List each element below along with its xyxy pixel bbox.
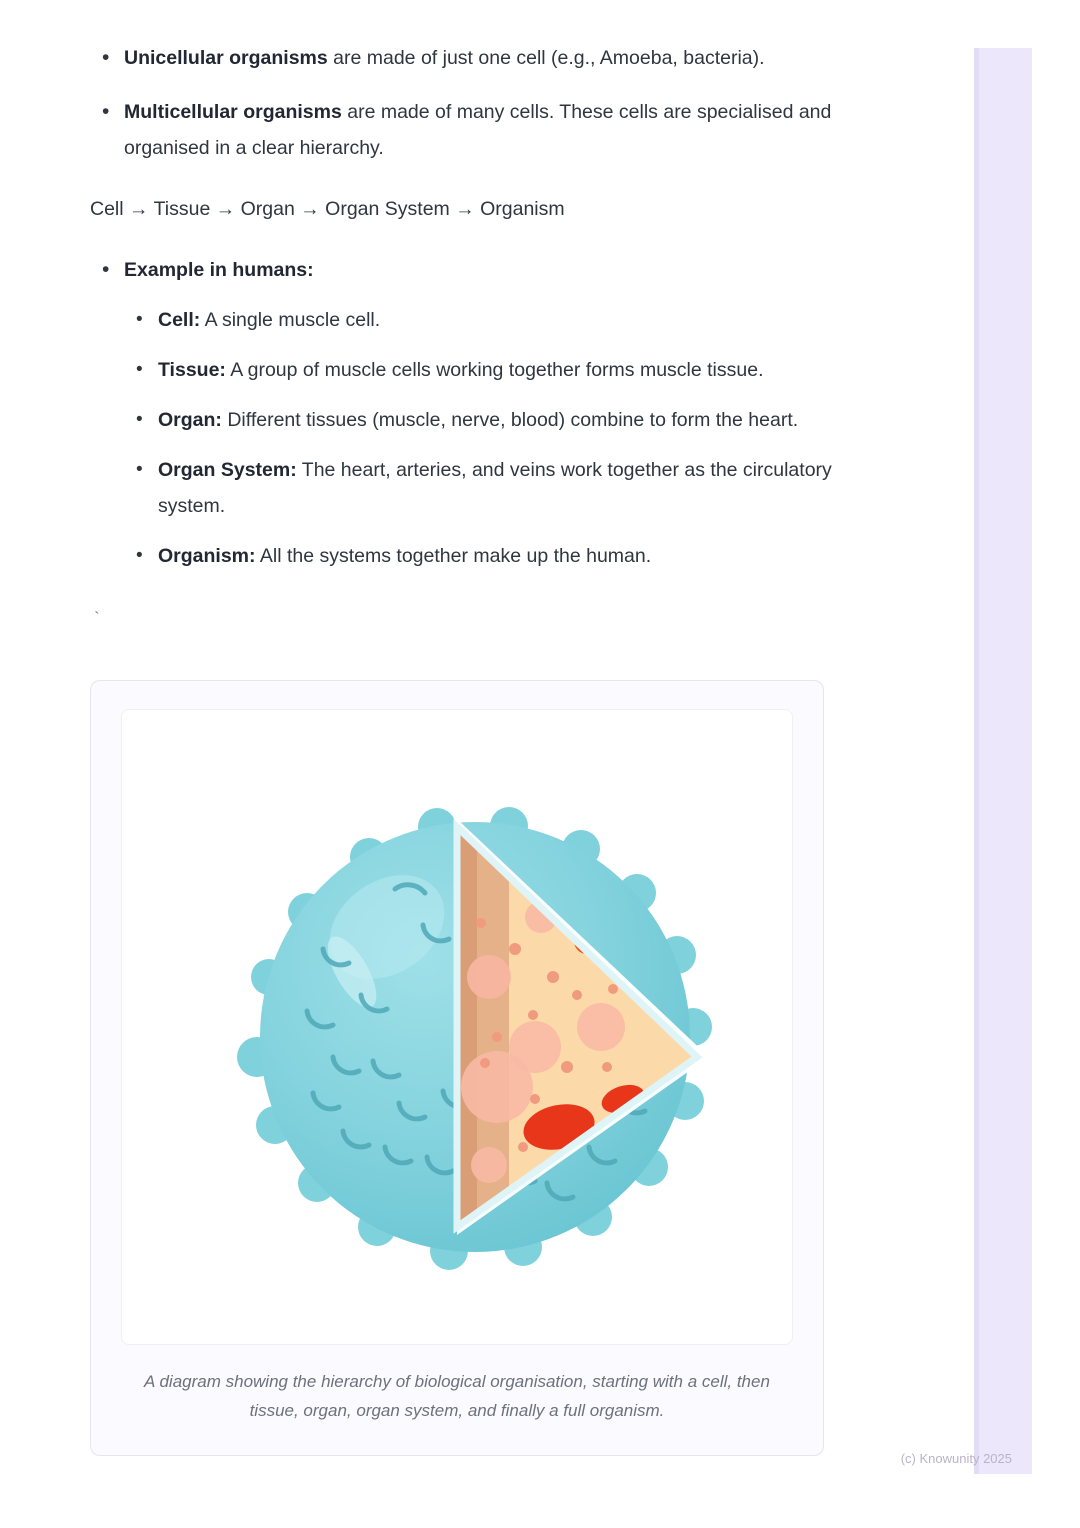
list-item bbox=[158, 302, 850, 338]
sub-bullet-text: Different tissues (muscle, nerve, blood) combine to form the heart. bbox=[221, 409, 799, 431]
sub-bullet-term: Cell: bbox=[158, 309, 201, 331]
sub-bullet-term: Organism: bbox=[158, 545, 256, 567]
bullet-text: are made of many cells. These cells are specialised and organised in a clear hierarchy. bbox=[124, 101, 832, 159]
sub-bullet-term: Organ: bbox=[158, 409, 222, 431]
list-item bbox=[158, 352, 850, 388]
sub-bullet-term: Organ System: bbox=[158, 459, 297, 481]
copyright-notice: (c) Knowunity 2025 bbox=[900, 1451, 1012, 1466]
list-item bbox=[124, 94, 850, 166]
list-item bbox=[158, 452, 850, 524]
example-sub-list bbox=[124, 302, 850, 574]
example-heading: Example in humans: bbox=[124, 259, 314, 281]
stray-backtick: ` bbox=[92, 610, 102, 628]
bullet-term: Unicellular organisms bbox=[124, 47, 328, 69]
figure-image-frame bbox=[121, 709, 793, 1345]
example-bullet-list bbox=[90, 252, 850, 574]
bullet-text: are made of just one cell (e.g., Amoeba, bacteria). bbox=[327, 47, 765, 69]
sub-bullet-text: The heart, arteries, and veins work together as the circulatory system. bbox=[158, 459, 832, 517]
main-bullet-list bbox=[90, 40, 850, 166]
cell-cross-section-illustration bbox=[137, 727, 777, 1327]
list-item bbox=[124, 252, 850, 574]
bullet-term: Multicellular organisms bbox=[124, 101, 342, 123]
list-item bbox=[124, 40, 850, 76]
sub-bullet-text: A single muscle cell. bbox=[200, 309, 381, 331]
figure-card bbox=[90, 680, 824, 1456]
list-item bbox=[158, 538, 850, 574]
sub-bullet-text: All the systems together make up the human. bbox=[255, 545, 652, 567]
sub-bullet-text: A group of muscle cells working together forms muscle tissue. bbox=[225, 359, 764, 381]
list-item bbox=[158, 402, 850, 438]
hierarchy-chain: Cell → Tissue → Organ → Organ System → Organism bbox=[90, 198, 565, 220]
figure-caption: A diagram showing the hierarchy of biological organisation, starting with a cell, then tissue, organ, organ system, and finally a full organism. bbox=[144, 1372, 770, 1420]
document-content bbox=[90, 40, 850, 1456]
sub-bullet-term: Tissue: bbox=[158, 359, 226, 381]
